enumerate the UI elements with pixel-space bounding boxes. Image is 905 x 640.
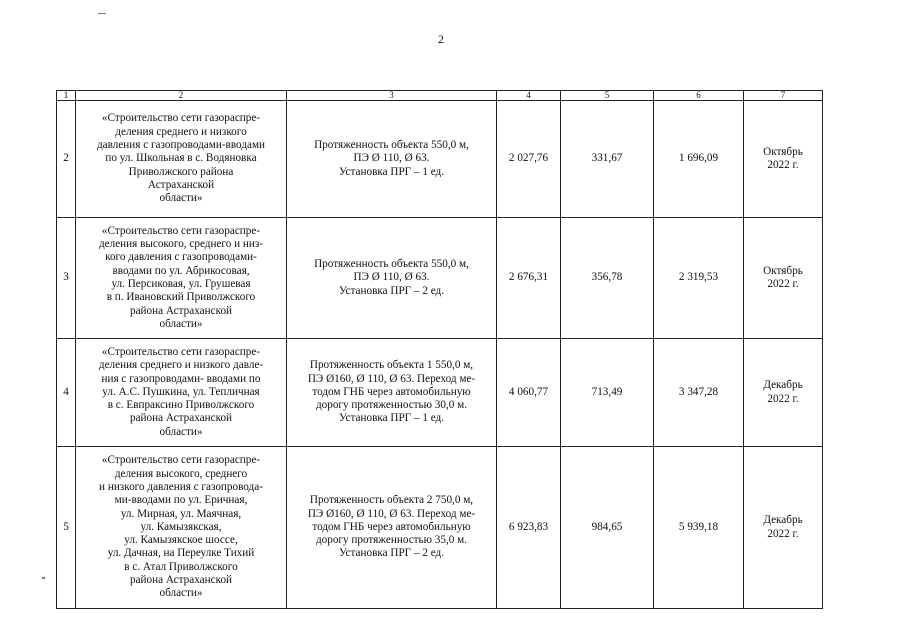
table-row bbox=[57, 339, 823, 447]
scan-speck bbox=[98, 13, 106, 14]
deadline: Декабрь 2022 г. bbox=[744, 339, 823, 447]
header-cell: 3 bbox=[287, 91, 497, 101]
value-col5: 331,67 bbox=[561, 101, 654, 218]
page-number: 2 bbox=[438, 32, 444, 46]
value-col4: 2 027,76 bbox=[497, 101, 561, 218]
value-col6: 2 319,53 bbox=[654, 218, 744, 339]
header-cell: 7 bbox=[744, 91, 823, 101]
object-name: «Строительство сети газораспре- деления среднего и низкого давле- ния с газопроводами- вводами по ул. А.С. Пушкина, ул. Тепличная в с. Евпраксино Приволжского района Астраханской области» bbox=[76, 339, 287, 447]
value-col6: 1 696,09 bbox=[654, 101, 744, 218]
value-col4: 2 676,31 bbox=[497, 218, 561, 339]
object-name: «Строительство сети газораспре- деления среднего и низкого давления с газопроводами-вводами по ул. Школьная в с. Водяновка Приволжского района Астраханской области» bbox=[76, 101, 287, 218]
table-row bbox=[57, 218, 823, 339]
object-description: Протяженность объекта 2 750,0 м, ПЭ Ø160, Ø 110, Ø 63. Переход ме- тодом ГНБ через автомобильную дорогу протяженностью 35,0 м. Установка ПРГ – 2 ед. bbox=[287, 447, 497, 609]
row-number: 3 bbox=[57, 218, 76, 339]
gas-network-table bbox=[56, 90, 823, 609]
table-row bbox=[57, 447, 823, 609]
value-col5: 356,78 bbox=[561, 218, 654, 339]
header-cell: 2 bbox=[76, 91, 287, 101]
table-row bbox=[57, 101, 823, 218]
scan-speck bbox=[42, 577, 45, 579]
object-description: Протяженность объекта 550,0 м, ПЭ Ø 110, Ø 63. Установка ПРГ – 2 ед. bbox=[287, 218, 497, 339]
object-description: Протяженность объекта 550,0 м, ПЭ Ø 110, Ø 63. Установка ПРГ – 1 ед. bbox=[287, 101, 497, 218]
deadline: Октябрь 2022 г. bbox=[744, 218, 823, 339]
value-col5: 984,65 bbox=[561, 447, 654, 609]
header-cell: 4 bbox=[497, 91, 561, 101]
deadline: Октябрь 2022 г. bbox=[744, 101, 823, 218]
header-cell: 5 bbox=[561, 91, 654, 101]
row-number: 2 bbox=[57, 101, 76, 218]
header-row bbox=[57, 91, 823, 101]
value-col4: 4 060,77 bbox=[497, 339, 561, 447]
value-col6: 3 347,28 bbox=[654, 339, 744, 447]
object-name: «Строительство сети газораспре- деления высокого, среднего и низкого давления с газопровода- ми-вводами по ул. Еричная, ул. Мирная, ул. Маячная, ул. Камызякская, ул. Камызякское шоссе, ул. Дачная, на Переулке Тихий в с. Атал Приволжского района Астраханской области» bbox=[76, 447, 287, 609]
object-name: «Строительство сети газораспре- деления высокого, среднего и низ- кого давления с газопроводами- вводами по ул. Абрикосовая, ул. Персиковая, ул. Грушевая в п. Ивановский Приволжского района Астраханской области» bbox=[76, 218, 287, 339]
value-col6: 5 939,18 bbox=[654, 447, 744, 609]
deadline: Декабрь 2022 г. bbox=[744, 447, 823, 609]
value-col4: 6 923,83 bbox=[497, 447, 561, 609]
row-number: 4 bbox=[57, 339, 76, 447]
value-col5: 713,49 bbox=[561, 339, 654, 447]
row-number: 5 bbox=[57, 447, 76, 609]
object-description: Протяженность объекта 1 550,0 м, ПЭ Ø160, Ø 110, Ø 63. Переход ме- тодом ГНБ через автомобильную дорогу протяженностью 30,0 м. Установка ПРГ – 1 ед. bbox=[287, 339, 497, 447]
header-cell: 1 bbox=[57, 91, 76, 101]
header-cell: 6 bbox=[654, 91, 744, 101]
